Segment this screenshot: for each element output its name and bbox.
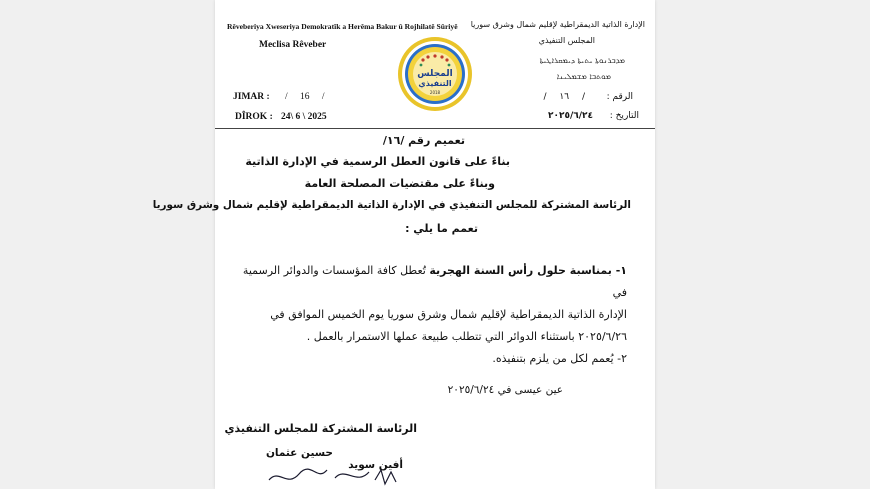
signature-title: الرئاسة المشتركة للمجلس التنفيذي <box>224 422 417 435</box>
item1-line2: الإدارة الذاتية الديمقراطية لإقليم شمال وشرق سوريا يوم الخميس الموافق في <box>270 308 627 321</box>
signatory-name-2: أفين سويد <box>348 459 403 471</box>
place-date: عين عيسى في ٢٠٢٥/٦/٢٤ <box>447 384 563 396</box>
jimar-label: JIMAR : <box>233 92 270 102</box>
circular-body <box>237 260 627 370</box>
item2-line: ٢- يُعمم لكل من يلزم بتنفيذه. <box>492 352 627 365</box>
basis-line2: وبناءً على مقتضيات المصلحة العامة <box>304 177 495 190</box>
raqam-value: / ١٦ / <box>543 92 585 102</box>
seal-title-line1: المجلس <box>417 69 453 79</box>
basis-line1: بناءً على قانون العطل الرسمية في الإدارة الذاتية <box>245 155 510 168</box>
issuer-line: الرئاسة المشتركة للمجلس التنفيذي في الإدارة الذاتية الديمقراطية لإقليم شمال وشرق سوريا <box>152 199 631 211</box>
seal-title-line2: التنفيذي <box>418 79 452 88</box>
header-syriac-line1: ܡܕܒܪܢܘܬܐ ܝܬܝܬܐ ܕܝܡܩܪܐܛܝܬܐ <box>539 56 625 65</box>
tarikh-value: ٢٠٢٥/٦/٢٤ <box>547 111 593 121</box>
item1-rest: تُعطل كافة المؤسسات والدوائر الرسمية في <box>242 264 627 299</box>
item1-bold: ١- بمناسبة حلول رأس السنة الهجرية <box>429 264 627 277</box>
raqam-label: الرقم : <box>606 92 633 102</box>
announce-line: تعمم ما يلي : <box>405 222 478 235</box>
header-kurdish-line2: Meclisa Rêveber <box>259 40 327 50</box>
header-arabic-line2: المجلس التنفيذي <box>538 36 595 45</box>
jimar-value: / 16 / <box>285 92 325 102</box>
dirok-label: DÎROK : <box>235 112 273 122</box>
seal-year: 2018 <box>429 90 441 95</box>
handwritten-signature <box>265 462 415 489</box>
header-divider <box>215 128 655 129</box>
tarikh-label: التاريخ : <box>609 111 639 121</box>
header-kurdish-line1: Rêveberiya Xweseriya Demokratîk a Herêma Bakur û Rojhilatê Sûriyê <box>227 22 458 31</box>
item1-line3: ٢٠٢٥/٦/٢٦ باستثناء الدوائر التي تتطلب طبيعة عملها الاستمرار بالعمل . <box>306 330 627 343</box>
document-page <box>152 0 655 489</box>
header-arabic-line1: الإدارة الذاتية الديمقراطية لإقليم شمال وشرق سوريا <box>470 20 645 29</box>
header-syriac-line2: ܡܘܬܒܐ ܡܫܡܠܝܢܐ <box>556 72 611 81</box>
signatory-name-1: حسين عثمان <box>265 447 333 459</box>
executive-council-seal <box>397 36 473 112</box>
item1-line1 <box>237 260 627 304</box>
circular-title: تعميم رقم /١٦/ <box>382 134 465 147</box>
dirok-value: 24\ 6 \ 2025 <box>281 112 327 122</box>
